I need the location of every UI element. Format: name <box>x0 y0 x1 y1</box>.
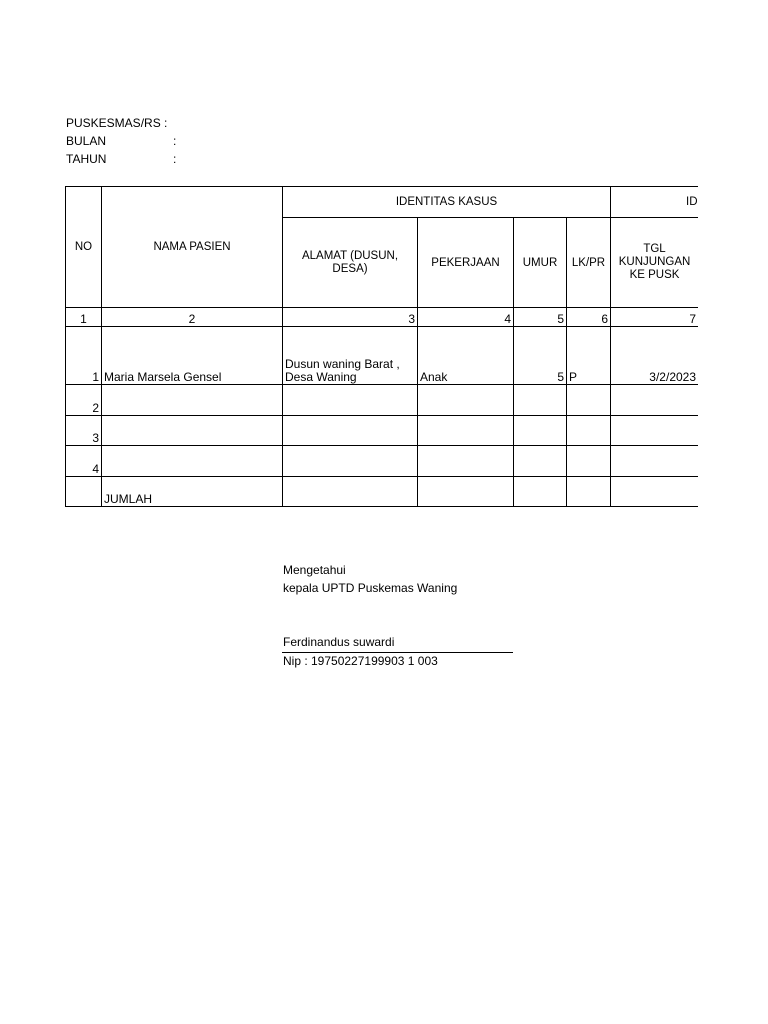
jumlah-lkpr <box>567 477 611 507</box>
table-header-row-1 <box>66 187 699 218</box>
tahun-colon: : <box>173 152 177 166</box>
row-umur <box>514 385 567 416</box>
row-no: 4 <box>66 446 102 477</box>
bulan-colon: : <box>173 134 177 148</box>
row-lkpr <box>567 446 611 477</box>
row-no: 1 <box>66 327 102 385</box>
row-alamat <box>283 416 418 446</box>
row-tgl <box>611 446 698 477</box>
row-nama <box>102 385 283 416</box>
table-row <box>66 416 699 446</box>
row-no: 2 <box>66 385 102 416</box>
col-header-umur: UMUR <box>514 218 567 308</box>
col-number-3: 3 <box>283 308 418 327</box>
col-number-4: 4 <box>418 308 514 327</box>
signature-mengetahui: Mengetahui <box>283 563 346 577</box>
signature-nip: Nip : 19750227199903 1 003 <box>283 654 438 668</box>
tahun-label: TAHUN <box>66 152 107 166</box>
row-umur <box>514 446 567 477</box>
row-alamat: Dusun waning Barat , Desa Waning <box>283 327 418 385</box>
jumlah-no <box>66 477 102 507</box>
row-tgl <box>611 416 698 446</box>
row-pekerjaan <box>418 385 514 416</box>
row-pekerjaan: Anak <box>418 327 514 385</box>
signature-position: kepala UPTD Puskemas Waning <box>283 581 458 595</box>
group-header-identitas: IDENTITAS KASUS <box>283 187 611 218</box>
jumlah-alamat <box>283 477 418 507</box>
report-table-container <box>65 186 698 508</box>
column-number-row <box>66 308 699 327</box>
puskesmas-label: PUSKESMAS/RS : <box>66 116 168 130</box>
jumlah-tgl <box>611 477 698 507</box>
jumlah-label: JUMLAH <box>102 477 283 507</box>
jumlah-row <box>66 477 699 507</box>
row-nama: Maria Marsela Gensel <box>102 327 283 385</box>
row-nama <box>102 446 283 477</box>
col-number-5: 5 <box>514 308 567 327</box>
row-nama <box>102 416 283 446</box>
group-header-cut: ID <box>611 187 698 218</box>
row-no: 3 <box>66 416 102 446</box>
signature-underline <box>282 652 513 653</box>
col-number-2: 2 <box>102 308 283 327</box>
row-pekerjaan <box>418 416 514 446</box>
report-table <box>65 186 698 507</box>
jumlah-pekerjaan <box>418 477 514 507</box>
row-lkpr: P <box>567 327 611 385</box>
table-row <box>66 385 699 416</box>
row-alamat <box>283 385 418 416</box>
col-header-lkpr: LK/PR <box>567 218 611 308</box>
col-number-6: 6 <box>567 308 611 327</box>
row-lkpr <box>567 416 611 446</box>
row-umur: 5 <box>514 327 567 385</box>
row-tgl <box>611 385 698 416</box>
row-pekerjaan <box>418 446 514 477</box>
table-row <box>66 327 699 385</box>
row-alamat <box>283 446 418 477</box>
col-number-7: 7 <box>611 308 698 327</box>
table-row <box>66 446 699 477</box>
bulan-label: BULAN <box>66 134 107 148</box>
row-lkpr <box>567 385 611 416</box>
signature-name: Ferdinandus suwardi <box>283 635 395 649</box>
col-header-alamat: ALAMAT (DUSUN, DESA) <box>283 218 418 308</box>
col-header-no: NO <box>66 187 102 308</box>
col-header-pekerjaan: PEKERJAAN <box>418 218 514 308</box>
col-header-nama: NAMA PASIEN <box>102 187 283 308</box>
jumlah-umur <box>514 477 567 507</box>
col-header-tgl: TGL KUNJUNGAN KE PUSK <box>611 218 698 308</box>
row-umur <box>514 416 567 446</box>
col-number-1: 1 <box>66 308 102 327</box>
row-tgl: 3/2/2023 <box>611 327 698 385</box>
